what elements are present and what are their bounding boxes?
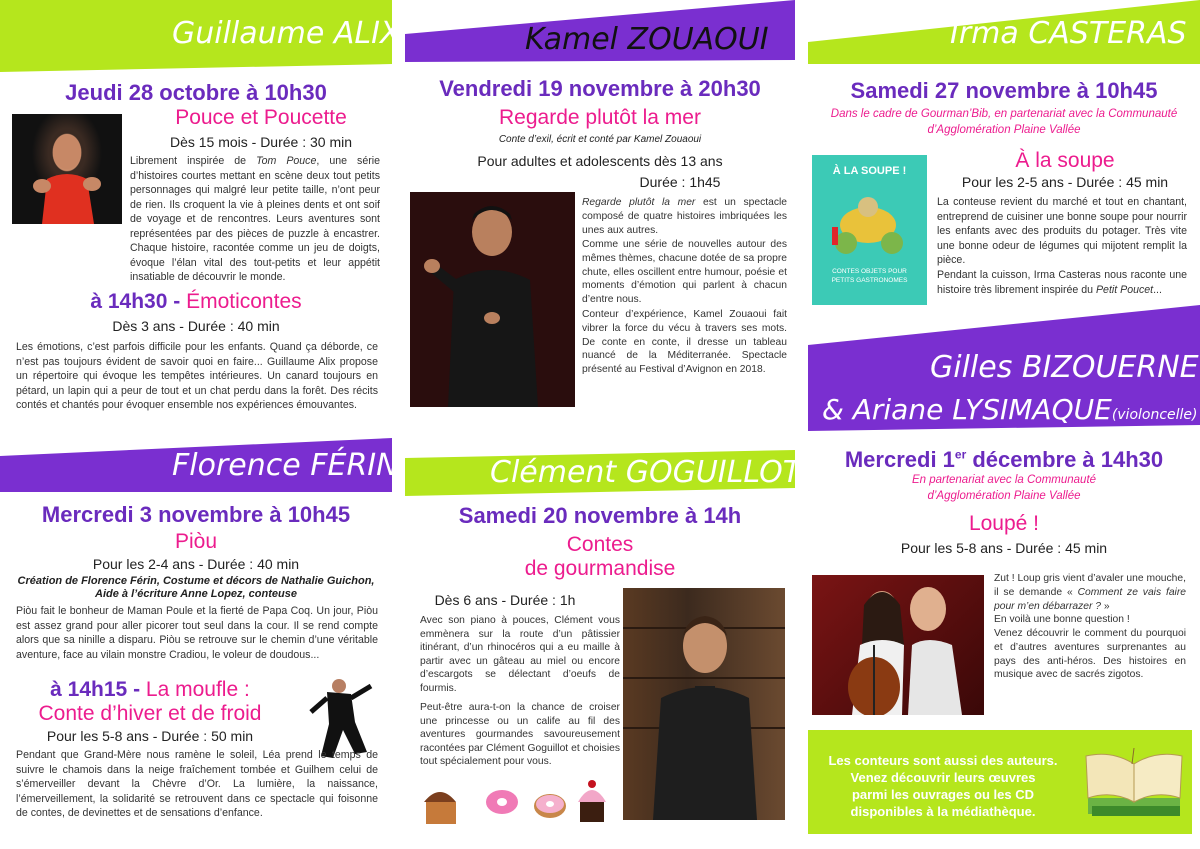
ferin-date: Mercredi 3 novembre à 10h45 — [41, 502, 351, 527]
alix-text-1a: Librement inspirée de Tom Pouce, une série d’histoires courtes mettant en scène deux tout petits personnages qui malgré leur petite taille, n’ont peur de rien. Ils croquent la vie à pleines dents et ont soif de voyage et de rencontres. Leurs aventures sont représentées par des pièces de puzzle à encastrer. Chaque histoire, racontée comme un jeu de doigts, évoque l’élan vital des tout-petits et leur appétit insatiable de découvrir le monde. — [130, 155, 380, 283]
ferin-sub: Pour les 2-4 ans - Durée : 40 min — [92, 556, 300, 572]
zouaoui-duree: Durée : 1h45 — [639, 174, 721, 190]
zouaoui-note: Conte d’exil, écrit et conté par Kamel Zouaoui — [498, 134, 702, 145]
ferin-sub-2: Pour les 5-8 ans - Durée : 50 min — [46, 728, 254, 744]
casteras-text-2: Pendant la cuisson, Irma Casteras nous raconte une histoire très librement inspirée du Petit Poucet... — [937, 269, 1187, 296]
zouaoui-photo — [410, 192, 575, 407]
bizouerne-photo — [812, 575, 984, 715]
ferin-name: Florence FÉRIN — [172, 448, 399, 483]
goguillot-date: Samedi 20 novembre à 14h — [458, 503, 742, 528]
goguillot-sub: Dès 6 ans - Durée : 1h — [434, 592, 576, 608]
ferin-text-1: Piòu fait le bonheur de Maman Poule et la fierté de Papa Coq. Un jour, Piòu est assez grand pour aller picorer tout seul dans la cour. Il se rend compte alors que sa ninille a disparu. Piòu se retrouve sur le chemin d’une véritable aventure, face au vilain monstre Cradiou, le voleur de doudous... — [16, 605, 378, 661]
auteurs-line-4: disponibles à la médiathèque. — [850, 804, 1036, 819]
ferin-title: Piòu — [174, 530, 218, 553]
bizouerne-text-1: Zut ! Loup gris vient d’avaler une mouche, il se demande « Comment ze vais faire pour m’en débarrazer ? » — [994, 573, 1186, 612]
alix-date: Jeudi 28 octobre à 10h30 — [65, 80, 327, 105]
casteras-poster-sub: CONTES OBJETS POUR PETITS GASTRONOMES — [831, 268, 908, 284]
bizouerne-text-2: En voilà une bonne question ! — [994, 614, 1130, 625]
alix-session-2: à 14h30 - Émoticontes — [90, 290, 302, 313]
bizouerne-sub: Pour les 5-8 ans - Durée : 45 min — [900, 540, 1108, 556]
zouaoui-text-3: Conteur d’expérience, Kamel Zouaoui fait vibrer la force du vécu à travers ses mots. De conte en conte, il dresse un tableau nuancé de la Méditerranée. Spectacle présenté au Festival d’Avignon en 2018. — [582, 309, 787, 376]
zouaoui-title: Regarde plutôt la mer — [499, 106, 701, 129]
bizouerne-note: En partenariat avec la Communauté d’Agglomération Plaine Vallée — [911, 474, 1097, 502]
zouaoui-sub: Pour adultes et adolescents dès 13 ans — [477, 153, 723, 169]
alix-text-2: Les émotions, c’est parfois difficile pour les enfants. Quand ça déborde, ce n’est pas toujours évident de savoir quoi en faire... Guillaume Alix propose un répertoire qui évoque les tempêtes intérieures. Un canard toujours en pétard, un lapin qui a peur de tout et un chat perdu dans la forêt. Des récits contés et chantés pour évoquer ensemble nos expériences émouvantes. — [16, 341, 378, 411]
casteras-sub: Pour les 2-5 ans - Durée : 45 min — [961, 174, 1169, 190]
casteras-name: Irma CASTERAS — [950, 16, 1187, 51]
casteras-note: Dans le cadre de Gourman’Bib, en partenariat avec la Communauté d’Agglomération Plaine Vallée — [830, 108, 1178, 136]
alix-photo — [12, 114, 122, 224]
auteurs-text — [808, 752, 1078, 820]
zouaoui-text-2: Comme une série de nouvelles autour des mêmes thèmes, chacune dotée de sa propre chute, elles oscillent entre humour, poésie et moments d’émotion qui parlent à chacun d’entre nous. — [582, 239, 787, 306]
alix-name: Guillaume ALIX — [172, 16, 401, 51]
casteras-title: À la soupe — [1015, 149, 1115, 172]
casteras-poster-title: À LA SOUPE ! — [832, 165, 907, 177]
ferin-text-2: Pendant que Grand-Mère nous ramène le soleil, Léa prend le temps de suivre le chamois dans la neige fraîchement tombée et Guilhem celui de s’émerveiller devant la Chèvre d’Or. La lumière, la naissance, l’émerveillement, la solidarité se retrouvent dans ce spectacle qui foisonne de contes, de devinettes et de sensations d’enfance. — [16, 749, 378, 819]
ferin-note: Création de Florence Férin, Costume et décors de Nathalie Guichon, Aide à l’écriture Anne Lopez, conteuse — [17, 575, 375, 600]
zouaoui-name: Kamel ZOUAOUI — [525, 22, 769, 57]
bizouerne-name-2: & Ariane LYSIMAQUE(violoncelle) — [822, 393, 1198, 426]
alix-title: Pouce et Poucette — [175, 106, 347, 129]
goguillot-title-2: de gourmandise — [524, 557, 676, 580]
auteurs-line-2: Venez découvrir leurs œuvres — [850, 770, 1036, 785]
auteurs-line-3: parmi les ouvrages ou les CD — [851, 787, 1035, 802]
goguillot-photo — [623, 588, 785, 820]
alix-sub-2: Dès 3 ans - Durée : 40 min — [112, 318, 280, 334]
ferin-title-2: Conte d’hiver et de froid — [38, 702, 262, 725]
zouaoui-text-1: Regarde plutôt la mer est un spectacle composé de quatre histoires imbriquées les unes aux autres. — [582, 197, 787, 236]
zouaoui-date: Vendredi 19 novembre à 20h30 — [439, 76, 761, 101]
casteras-date: Samedi 27 novembre à 10h45 — [850, 78, 1158, 103]
goguillot-text-1: Avec son piano à pouces, Clément vous emmènera sur la route d’un pâtissier itinérant, d’un rhinocéros qui a eu maille à partir avec un gâteau au miel ou encore d’escargots se délectant d’oeufs de fourmis. — [420, 615, 620, 694]
casteras-poster — [812, 155, 927, 305]
casteras-text-1: La conteuse revient du marché et tout en chantant, entreprend de cuisiner une bonne soupe pour nourrir les enfants avec des produits du potager. Très vite une bonne odeur de légumes qui mijotent remplit la pièce. — [937, 196, 1187, 266]
alix-sub: Dès 15 mois - Durée : 30 min — [169, 134, 353, 150]
ferin-session-2: à 14h15 - La moufle : — [50, 678, 250, 701]
pastries-illustration — [418, 772, 618, 832]
goguillot-text-2: Peut-être aura-t-on la chance de croiser une princesse ou un calife au fil des aventures gourmandes savoureusement racontées par Clément Goguillot et choisies tout spécialement pour vous. — [420, 702, 620, 768]
bizouerne-name-1: Gilles BIZOUERNE — [930, 350, 1199, 385]
auteurs-line-1: Les conteurs sont aussi des auteurs. — [828, 753, 1058, 768]
goguillot-name: Clément GOGUILLOT — [490, 455, 802, 490]
bizouerne-date: Mercredi 1er décembre à 14h30 — [844, 447, 1164, 472]
goguillot-title-1: Contes — [566, 533, 634, 556]
bizouerne-text-3: Venez découvrir le comment du pourquoi et d’autres aventures surprenantes au pays des anti-héros. Des histoires en musique avec de sacrés zigotos. — [994, 628, 1186, 681]
book-icon — [1078, 740, 1190, 826]
bizouerne-title: Loupé ! — [968, 512, 1040, 535]
